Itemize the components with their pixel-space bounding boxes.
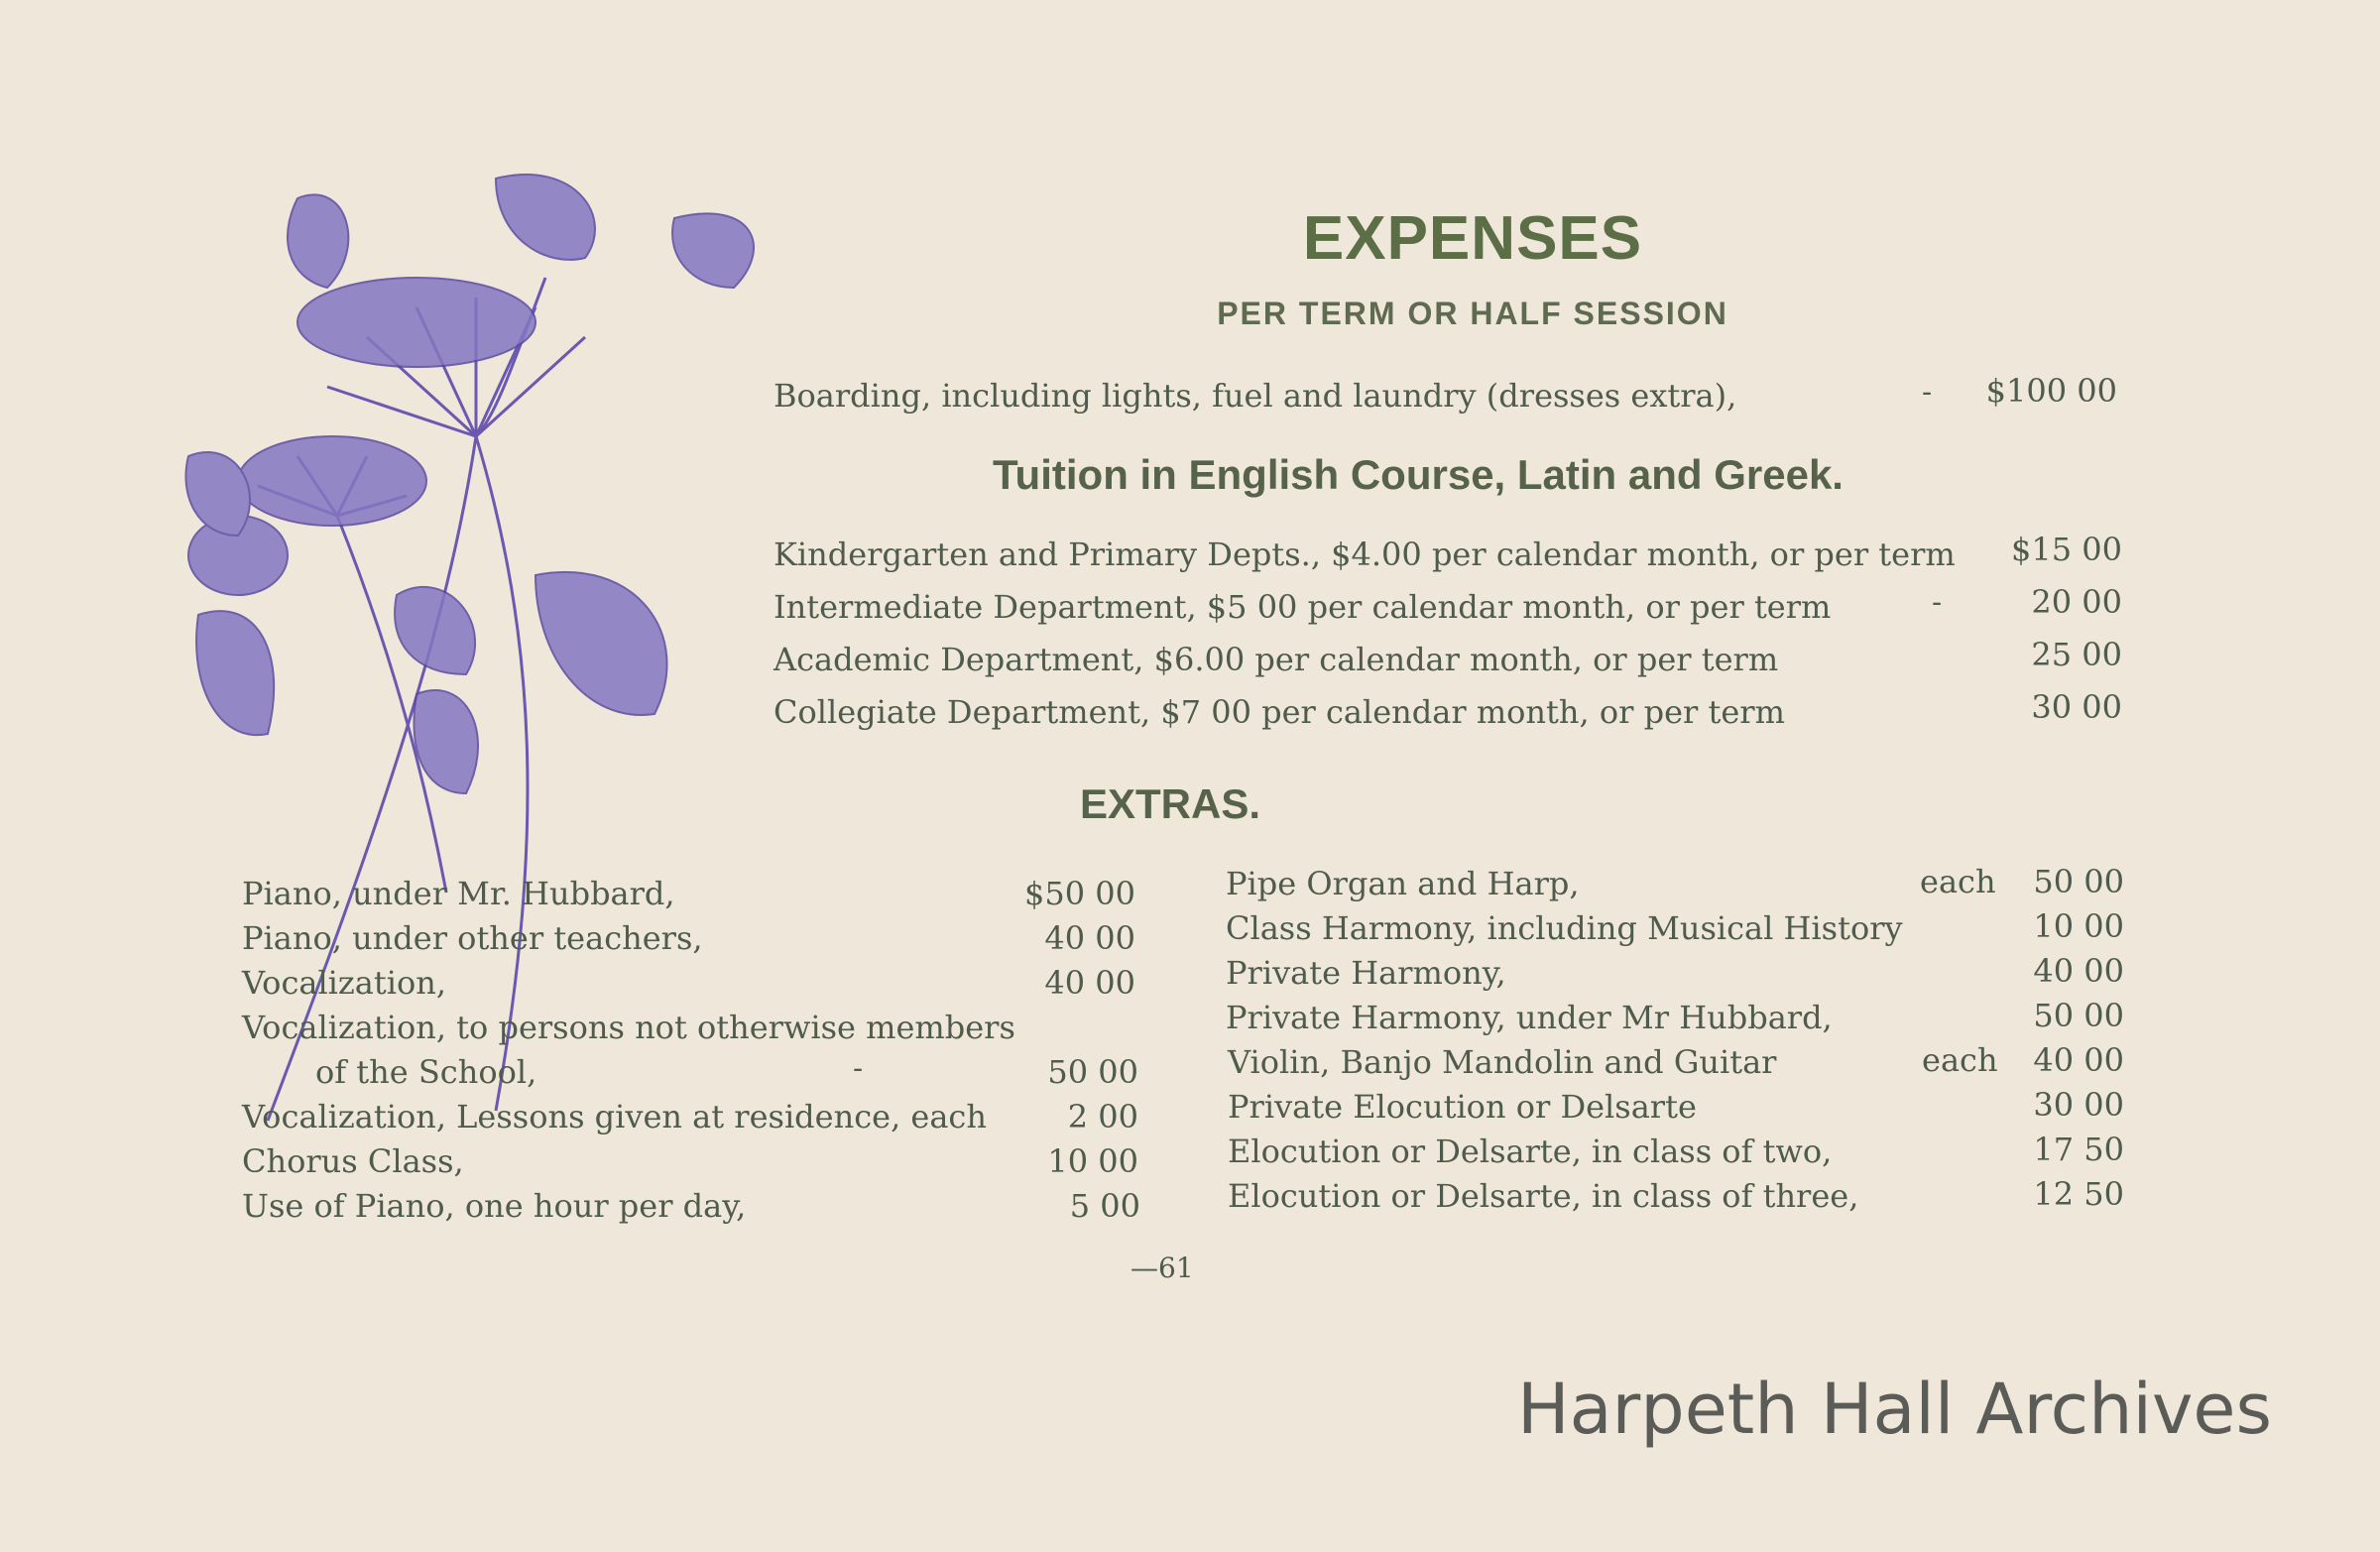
extras-right-amount: 17 50	[2033, 1131, 2124, 1168]
tuition-heading: Tuition in English Course, Latin and Greek.	[993, 451, 1844, 498]
extras-heading: EXTRAS.	[1079, 780, 1261, 827]
extras-left-label: Piano, under other teachers,	[242, 919, 703, 957]
extras-right-amount: 50 00	[2033, 997, 2124, 1034]
extras-right-label: Private Harmony,	[1226, 954, 1506, 992]
extras-right-amount: 40 00	[2033, 952, 2124, 990]
extras-right-amount: 30 00	[2033, 1086, 2124, 1124]
extras-left-label: of the School,	[315, 1053, 537, 1091]
extras-left-label: Vocalization,	[242, 964, 446, 1002]
extras-right-label: Pipe Organ and Harp,	[1226, 865, 1580, 902]
extras-left-label: Use of Piano, one hour per day,	[242, 1187, 747, 1225]
boarding-dash: -	[1922, 375, 1933, 410]
archive-watermark: Harpeth Hall Archives	[1517, 1369, 2272, 1450]
extras-right-amount: 50 00	[2033, 863, 2124, 900]
extras-left-label: Vocalization, Lessons given at residence, each	[242, 1098, 987, 1135]
extras-right-label: Violin, Banjo Mandolin and Guitar	[1228, 1043, 1777, 1081]
extras-right-each: each	[1922, 1041, 1998, 1079]
tuition-row-label: Kindergarten and Primary Depts., $4.00 per calendar month, or per term	[774, 536, 1956, 573]
extras-left-dash: -	[853, 1051, 864, 1086]
tuition-row-amount: 20 00	[2031, 583, 2122, 621]
extras-right-amount: 10 00	[2033, 907, 2124, 945]
extras-right-each: each	[1920, 863, 1996, 900]
page-subtitle: PER TERM OR HALF SESSION	[1217, 296, 1728, 331]
flower-illustration	[119, 139, 793, 1160]
extras-right-amount: 40 00	[2033, 1041, 2124, 1079]
extras-left-label: Vocalization, to persons not otherwise members	[242, 1009, 1015, 1046]
tuition-row-amount: 30 00	[2031, 688, 2122, 726]
extras-left-amount: 50 00	[1047, 1053, 1138, 1091]
extras-right-label: Elocution or Delsarte, in class of three,	[1228, 1177, 1859, 1215]
extras-left-label: Chorus Class,	[242, 1142, 464, 1180]
tuition-row-amount: $15 00	[2011, 531, 2122, 568]
tuition-row-amount: 25 00	[2031, 636, 2122, 673]
extras-left-amount: 2 00	[1067, 1098, 1138, 1135]
extras-right-label: Private Harmony, under Mr Hubbard,	[1226, 999, 1833, 1036]
extras-left-amount: 10 00	[1047, 1142, 1138, 1180]
boarding-amount: $100 00	[1985, 372, 2117, 410]
extras-right-label: Class Harmony, including Musical History	[1226, 909, 1903, 947]
tuition-row-dash: -	[1932, 585, 1943, 620]
extras-left-amount: 40 00	[1044, 964, 1135, 1002]
tuition-row-label: Academic Department, $6.00 per calendar month, or per term	[774, 641, 1779, 678]
extras-right-amount: 12 50	[2033, 1175, 2124, 1213]
page-title: EXPENSES	[1302, 204, 1643, 273]
extras-right-label: Elocution or Delsarte, in class of two,	[1228, 1133, 1833, 1170]
boarding-label: Boarding, including lights, fuel and laundry (dresses extra),	[774, 377, 1737, 415]
extras-left-label: Piano, under Mr. Hubbard,	[242, 875, 675, 912]
extras-right-label: Private Elocution or Delsarte	[1228, 1088, 1697, 1126]
extras-left-amount: 40 00	[1044, 919, 1135, 957]
extras-left-amount: $50 00	[1024, 875, 1135, 912]
page-number: —61	[1130, 1252, 1194, 1284]
extras-left-amount: 5 00	[1069, 1187, 1140, 1225]
tuition-row-label: Intermediate Department, $5 00 per calendar month, or per term	[774, 588, 1832, 626]
tuition-row-label: Collegiate Department, $7 00 per calendar month, or per term	[774, 693, 1785, 731]
